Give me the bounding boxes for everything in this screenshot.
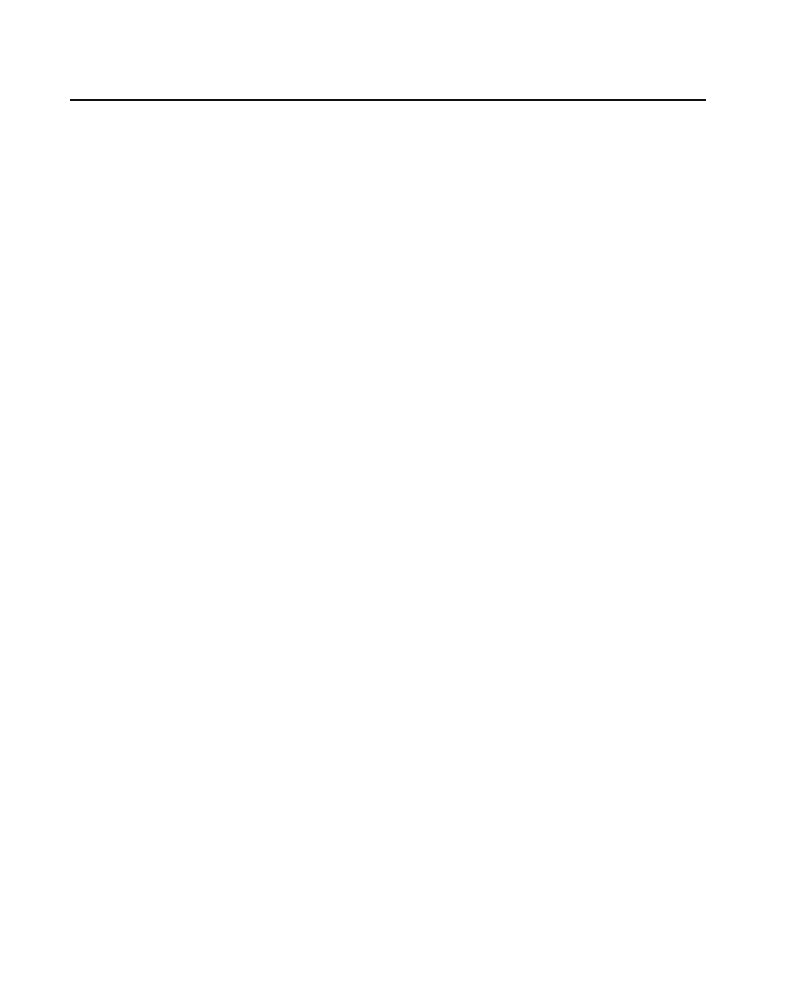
header-rule <box>70 99 706 101</box>
